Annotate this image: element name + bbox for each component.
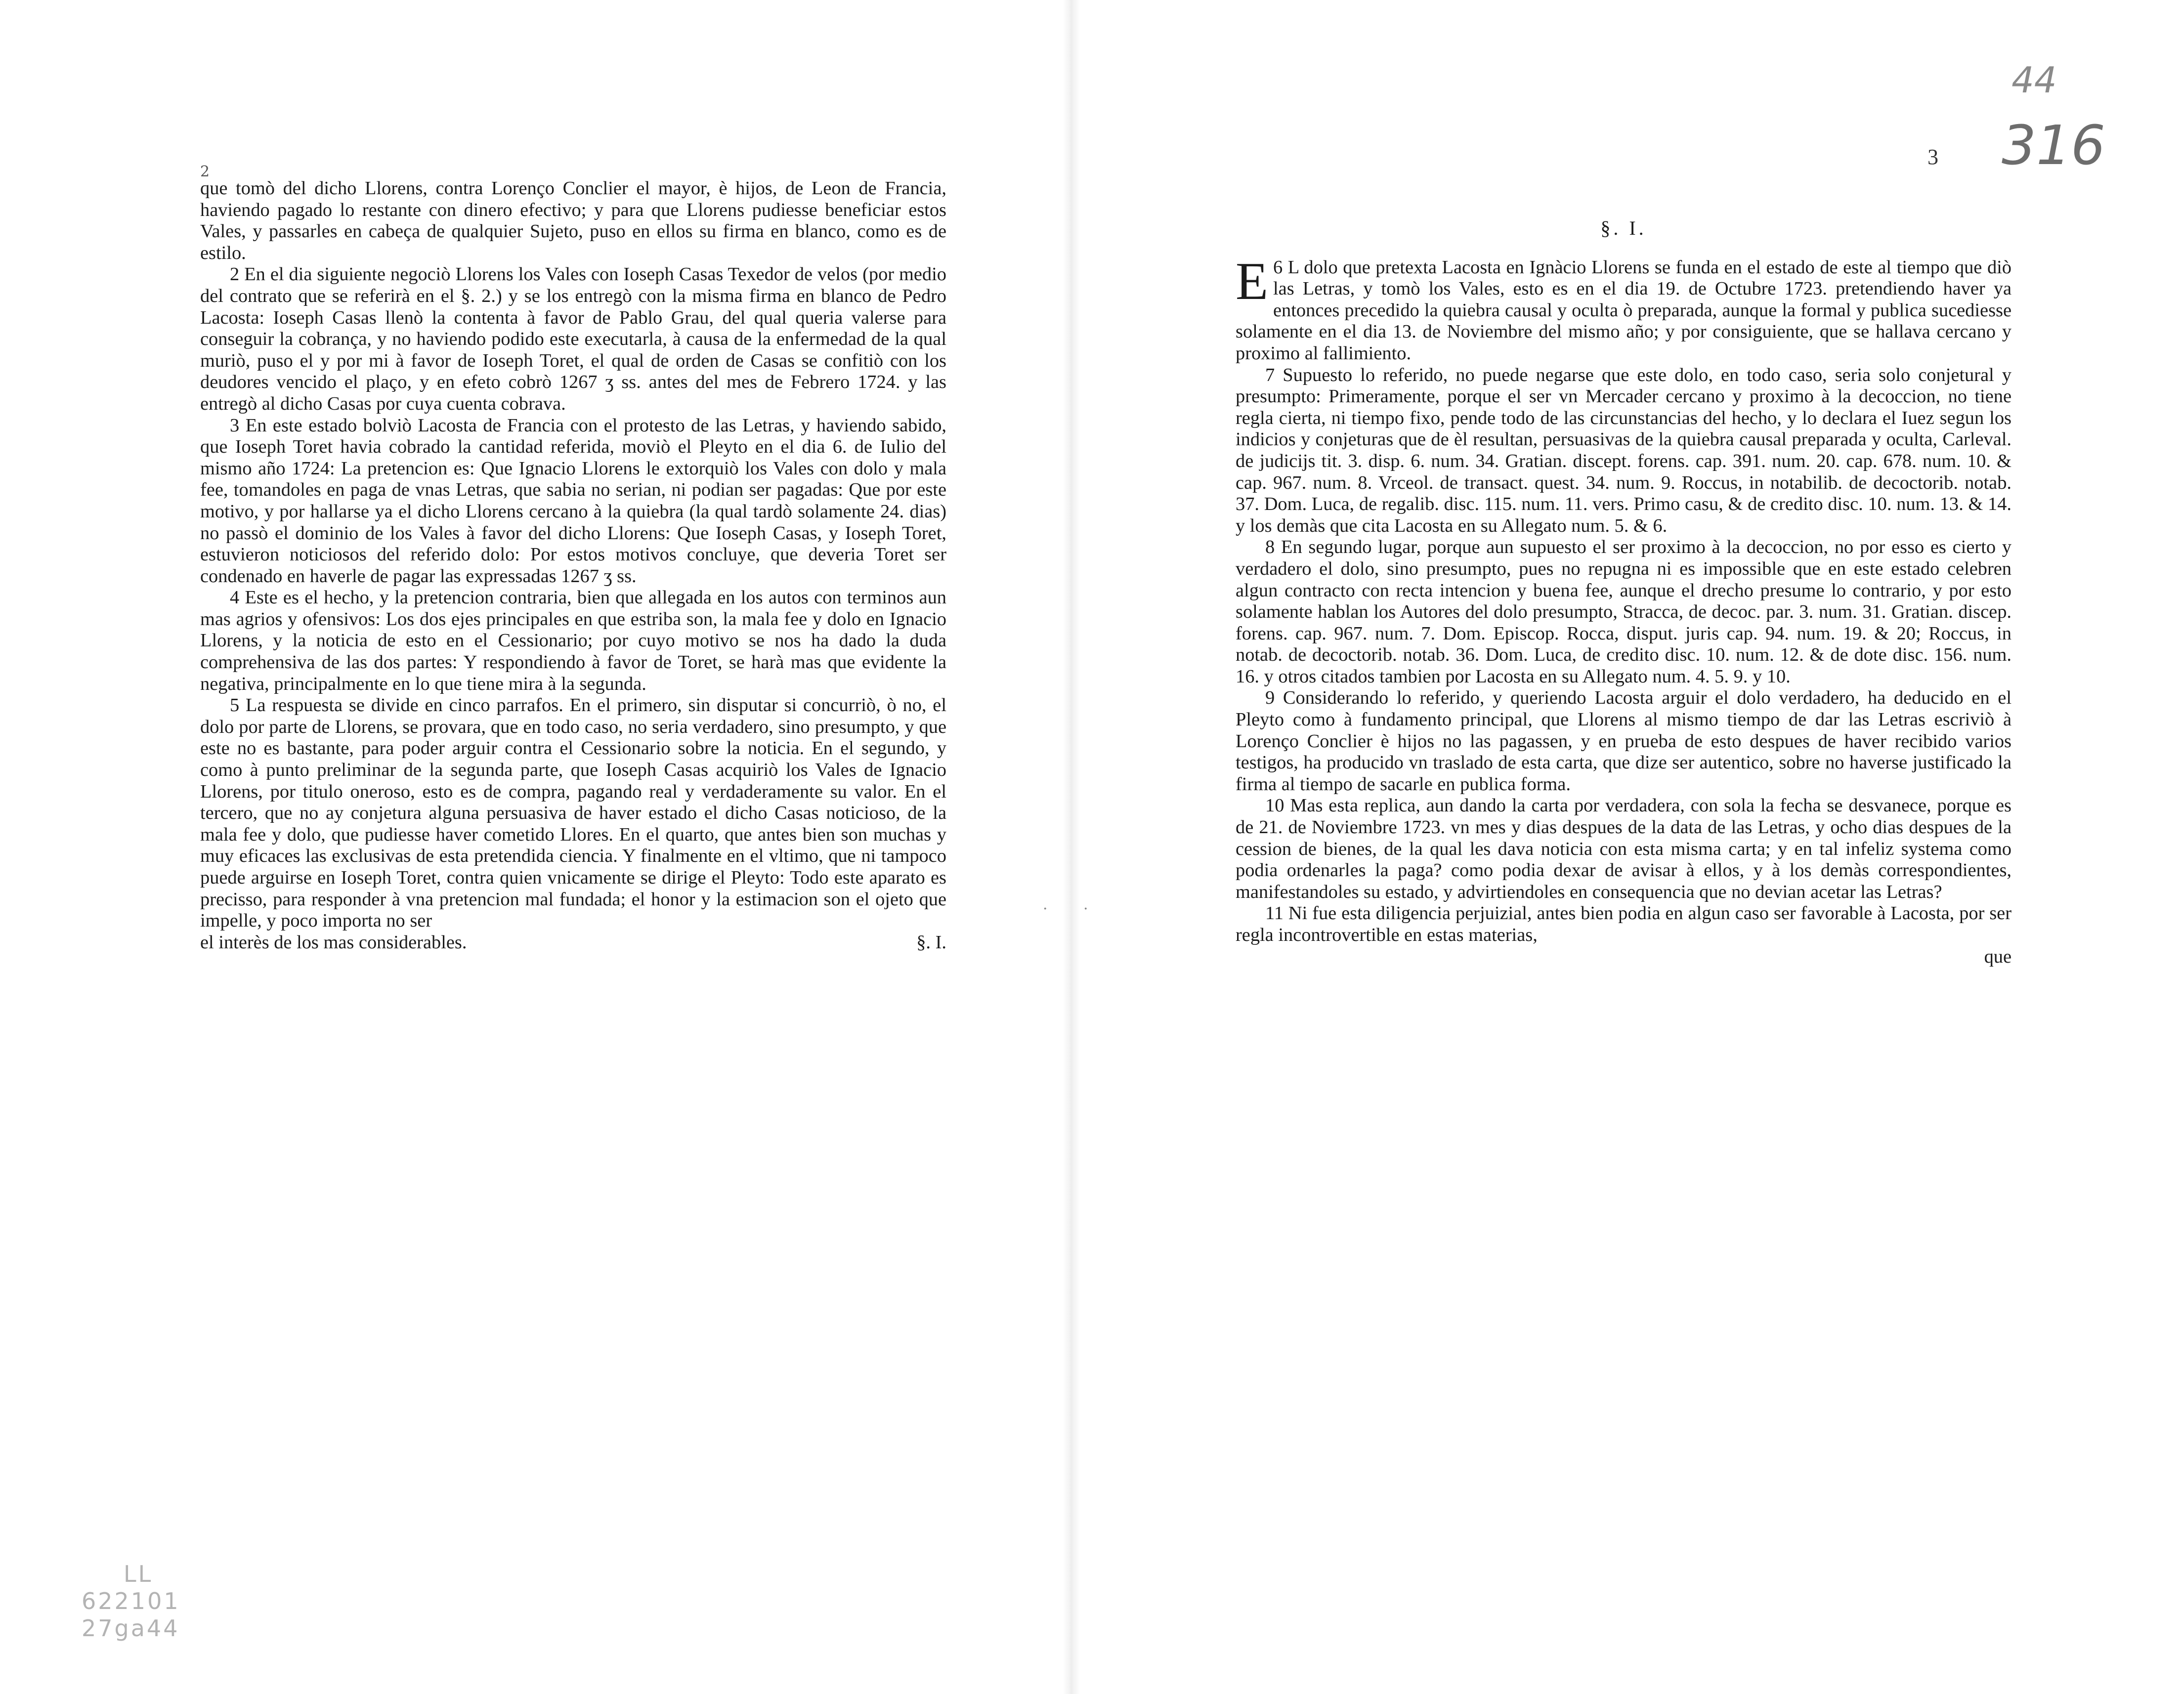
paragraph-7: 7 Supuesto lo referido, no puede negarse que este dolo, en todo caso, seria solo conjetural y presumpto: Primeramente, porque el ser vn Mercader cercano y proximo à la decoccion, no tiene regla cierta, ni tiempo fixo, pende todo de las circunstancias del hecho, y lo declara el Iuez segun los indicios y conjeturas que de èl resultan, persuasivas de la quiebra causal preparada y oculta, Carleval. de judicijs tit. 3. disp. 6. num. 34. Gratian. discept. forens. cap. 391. num. 20. cap. 678. num. 10. & cap. 967. num. 8. Vrceol. de transact. quest. 34. num. 9. Roccus, in notabilib. de decoctorib. notab. 37. Dom. Luca, de regalib. disc. 115. num. 11. vers. Primo casu, & de credito disc. 10. num. 13. & 14. y los demàs que cita Lacosta en su Allegato num. 5. & 6. (1236, 364, 2012, 536)
paragraph-number: 11 (1265, 903, 1284, 924)
paragraph-number: 5 (230, 695, 240, 716)
right-page-number: 3 (1927, 145, 1938, 169)
paragraph-number: 8 (1265, 537, 1275, 558)
handwritten-folio-number: 316 (2002, 114, 2105, 177)
paragraph-number: 2 (230, 264, 240, 285)
paragraph-continuation: que tomò del dicho Llorens, contra Lorenço Conclier el mayor, è hijos, de Leon de Francia, haviendo pagado lo restante con dinero efectivo; y para que Llorens pudiesse beneficiar estos Vales, y passarles en cabeça de qualquier Sujeto, puso en ellos su firma en blanco, como es de estilo. (200, 178, 946, 263)
paragraph-2: 2 En el dia siguiente negociò Llorens los Vales con Ioseph Casas Texedor de velos (por medio del contrato que se referirà en el §. 2.) y se los entregò con la misma firma en blanco de Pedro Lacosta: Ioseph Casas llenò la contenta à favor de Pablo Grau, del qual queria valerse para conseguir la cobrança, y no haviendo podido este executarla, à causa de la enfermedad de la qual muriò, puso el y por mi à favor de Ioseph Toret, el qual de orden de Casas se confitiò con los deudores vencido el plaço, y en efeto cobrò 1267 ʒ ss. antes del mes de Febrero 1724. y las entregò al dicho Casas por cuya cuenta cobrava. (200, 264, 946, 414)
paragraph-6: 6 E L dolo que pretexta Lacosta en Ignàcio Llorens se funda en el estado de este al tiempo que diò las Letras, y tomò los Vales, esto es en el dia 19. de Octubre 1723. pretendiendo haver ya entonces precedido la quiebra causal y oculta ò preparada, aunque la formal y publica sucediesse solamente en el dia 13. de Noviembre del mismo año; y por consiguiente, que se hallava cercano y proximo al fallimiento. (1236, 252, 2012, 364)
paragraph-number: 9 (1265, 687, 1275, 709)
left-page-footer (200, 932, 946, 954)
shelfmark-line-1: LL (124, 1561, 153, 1587)
fold-mark-right: · (1083, 900, 1088, 918)
paragraph-10: 10 Mas esta replica, aun dando la carta por verdadera, con sola la fecha se desvanece, porque es de 21. de Noviembre 1723. vn mes y dias despues de la data de las Letras, y ocho dias despues de la cession de bienes, de la qual les dava noticia con esta misma carta; y en tal infeliz systema como podia ordenarles la paga? como podia dexar de avisar à ellos, y à los demàs correspondientes, manifestandoles su estado, y advirtiendoles en consequencia que no devian acetar las Letras? (1236, 795, 2012, 902)
paragraph-5: 5 La respuesta se divide en cinco parrafos. En el primero, sin disputar si concurriò, ò no, el dolo por parte de Llorens, se provara, que en todo caso, no seria verdadero, sino presumpto, y que este no es bastante, para poder arguir contra el Cessionario sobre la noticia. En el segundo, y como à punto preliminar de la segunda parte, que Ioseph Casas acquiriò los Vales de Ignacio Llorens, por titulo oneroso, esto es de compra, pagando real y verdaderamente su valor. En el tercero, que no ay conjetura alguna persuasiva de haver estado el dicho Casas noticioso, de la mala fee y dolo, que pudiesse haver cometido Llores. En el quarto, que antes bien son muchas y muy eficaces las exclusivas de esta pretendida ciencia. Y finalmente en el vltimo, que ni tampoco puede arguirse en Ioseph Toret, contra quien vnicamente se dirige el Pleyto: Todo este aparato es precisso, para responder à vna pretencion mal fundada; el honor y la estimacion son el ojeto que impelle, y poco importa no ser (200, 695, 946, 932)
paragraph-number: 10 (1265, 795, 1285, 816)
fold-mark-left: · (1043, 900, 1048, 918)
paragraph-8: 8 En segundo lugar, porque aun supuesto el ser proximo à la decoccion, no por esso es cierto y verdadero el dolo, sino presumpto, pues no repugna ni es impossible que en este estado celebren algun contracto con recta intencion y buena fee, aunque el drecho presume lo contrario, y por esto solamente hablan los Autores del dolo presumpto, Stracca, de decoc. par. 3. num. 31. Gratian. discep. forens. cap. 967. num. 7. Dom. Episcop. Rocca, disput. juris cap. 94. num. 19. & 20; Roccus, in notab. de decoctorib. notab. 36. Dom. Luca, de credito disc. 10. num. 12. & de dote disc. 156. num. 16. y otros citados tambien por Lacosta en su Allegato num. 4. 5. 9. y 10. (1236, 537, 2012, 687)
paragraph-number: 4 (230, 587, 240, 608)
paragraph-11: 11 Ni fue esta diligencia perjuizial, antes bien podia en algun caso ser favorable à Lacosta, por ser regla incontrovertible en estas materias, (1236, 903, 2012, 945)
catchword: §. I. (916, 932, 946, 953)
paragraph-4: 4 Este es el hecho, y la pretencion contraria, bien que allegada en los autos con terminos aun mas agrios y ofensivos: Los dos ejes principales en que estriba son, la mala fee y dolo en Ignacio Llorens, y la noticia de esto en el Cessionario; por cuyo motivo se nos ha dado la duda comprehensiva de las dos partes: Y respondiendo à favor de Toret, se harà mas que evidente la negativa, principalmente en lo que tiene mira à la segunda. (200, 587, 946, 694)
right-page-text (1236, 217, 2012, 968)
drop-cap: E (1236, 252, 1268, 311)
paragraph-3: 3 En este estado bolviò Lacosta de Francia con el protesto de las Letras, y haviendo sabido, que Ioseph Toret havia cobrado la cantidad referida, moviò el Pleyto en el dia 6. de Iulio del mismo año 1724: La pretencion es: Que Ignacio Llorens le extorquiò los Vales con dolo y mala fee, tomandoles en paga de vnas Letras, que sabia no serian, ni podian ser pagadas: Que por este motivo, y por hallarse ya el dicho Llorens cercano à la quiebra (la qual tardò solamente 24. dias) no passò el dominio de los Vales à favor del dicho Llorens: Que Ioseph Casas, y Ioseph Toret, estuvieron noticiosos del referido dolo: Por estos motivos concluye, que deveria Toret ser condenado en haverle de pagar las expressadas 1267 ʒ ss. (200, 415, 946, 587)
paragraph-number: 6 (1273, 256, 1283, 278)
left-page-text (200, 178, 946, 953)
paragraph-number: 7 (1265, 364, 1275, 385)
left-page-number: 2 (200, 163, 210, 180)
handwritten-folio-top: 44 (2012, 59, 2057, 101)
paragraph-9: 9 Considerando lo referido, y queriendo Lacosta arguir el dolo verdadero, ha deducido en el Pleyto como à fundamento principal, que Llorens al mismo tiempo de dar las Letras escriviò à Lorenço Conclier è hijos no las pagassen, y en prueba de esto despues de haver recibido varios testigos, ha producido vn traslado de esta carta, que dize ser autentico, sobre no haverse justificado la firma al tiempo de sacarle en publica forma. (1236, 687, 2012, 795)
shelfmark-line-3: 27ga44 (82, 1615, 180, 1642)
left-page (0, 0, 1068, 1694)
section-heading: §. I. (1600, 217, 1647, 239)
last-line: el interès de los mas considerables. (200, 932, 467, 953)
paragraph-number: 3 (230, 415, 240, 436)
right-page (1077, 0, 2184, 1694)
catchword: que (1984, 946, 2012, 967)
shelfmark-line-2: 622101 (82, 1588, 180, 1614)
